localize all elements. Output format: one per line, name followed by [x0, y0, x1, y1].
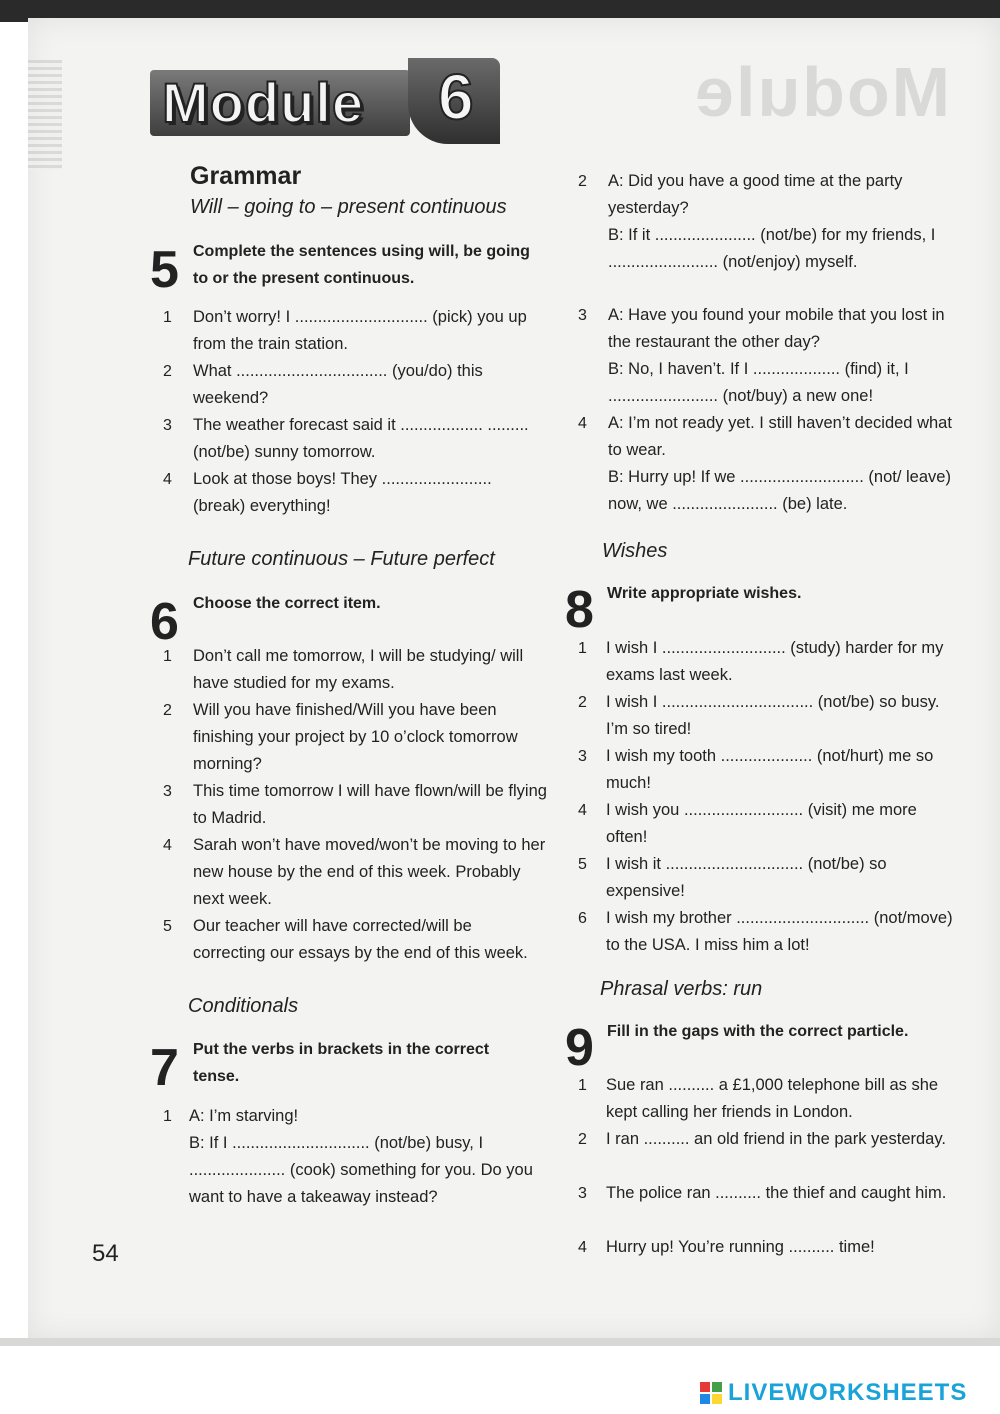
- ex7-item-4a: [578, 410, 960, 464]
- item-text: A: I’m not ready yet. I still haven’t decided what to wear.: [608, 414, 952, 459]
- ex7-item-2b: [578, 222, 960, 276]
- item-text: A: I’m starving!: [189, 1107, 299, 1125]
- item-text: Will you have finished/Will you have been finishing your project by 10 o’clock tomorrow morning?: [193, 701, 518, 773]
- item-text: I wish my brother ............................. (not/move) to the USA. I miss him a lot!: [606, 909, 953, 954]
- ex6-item-1: [163, 643, 547, 697]
- ex7-item-3a: [578, 302, 960, 356]
- exercise-9-instruction: Fill in the gaps with the correct particle.: [607, 1023, 909, 1040]
- ex6-item-5: [163, 913, 547, 967]
- ex7-item-3b: [578, 356, 960, 410]
- ex5-item-1: [163, 304, 547, 358]
- item-text: A: Did you have a good time at the party yesterday?: [608, 172, 903, 217]
- item-number: 3: [163, 783, 172, 800]
- item-number: 3: [578, 1185, 587, 1202]
- item-text: I ran .......... an old friend in the park yesterday.: [606, 1130, 946, 1148]
- ex5-item-3: [163, 412, 547, 466]
- ex8-item-1: [578, 635, 960, 689]
- item-number: 5: [163, 918, 172, 935]
- subheading-wishes: Wishes: [602, 540, 668, 562]
- liveworksheets-logo: [700, 1378, 967, 1408]
- logo-grid-icon: [700, 1382, 722, 1404]
- ex8-item-2: [578, 689, 960, 743]
- item-text: I wish it .............................. (not/be) so expensive!: [606, 855, 887, 900]
- item-text: The weather forecast said it .................. ......... (not/be) sunny tomorrow.: [193, 416, 529, 461]
- item-text: I wish you .......................... (visit) me more often!: [606, 801, 917, 846]
- item-number: 4: [163, 837, 172, 854]
- item-text: B: If I .............................. (not/be) busy, I ..................... (cook) something for you. Do you want to have a takeaway instead?: [189, 1134, 533, 1206]
- ex6-item-2: [163, 697, 547, 778]
- item-text: What ................................. (you/do) this weekend?: [193, 362, 483, 407]
- show-through-text: Module: [693, 53, 950, 131]
- ex5-item-2: [163, 358, 547, 412]
- ex7-item-1a: [163, 1103, 547, 1130]
- subheading-future-continuous: Future continuous – Future perfect: [188, 548, 495, 570]
- item-text: Hurry up! You’re running .......... time!: [606, 1238, 875, 1256]
- page-number: 54: [92, 1240, 119, 1267]
- item-number: 2: [163, 702, 172, 719]
- ex8-item-6: [578, 905, 960, 959]
- item-number: 3: [578, 307, 587, 324]
- exercise-7-number: 7: [150, 1039, 179, 1097]
- ex5-item-4: [163, 466, 547, 520]
- item-text: Look at those boys! They ........................ (break) everything!: [193, 470, 492, 515]
- item-text: B: Hurry up! If we ........................... (not/ leave) now, we ....................... (be) late.: [608, 468, 951, 513]
- ex8-item-3: [578, 743, 960, 797]
- logo-text: LIVEWORKSHEETS: [728, 1379, 968, 1406]
- exercise-5-instruction: Complete the sentences using will, be going to or the present continuous.: [193, 243, 530, 287]
- item-text: This time tomorrow I will have flown/will be flying to Madrid.: [193, 782, 547, 827]
- item-text: I wish my tooth .................... (not/hurt) me so much!: [606, 747, 934, 792]
- item-number: 2: [163, 363, 172, 380]
- item-number: 2: [578, 1131, 587, 1148]
- ex7-item-2a: [578, 168, 960, 222]
- ex9-item-4: [578, 1234, 960, 1261]
- item-number: 5: [578, 856, 587, 873]
- item-text: B: No, I haven’t. If I ................... (find) it, I ........................ (not/buy) a new one!: [608, 360, 909, 405]
- item-text: Don’t worry! I ............................. (pick) you up from the train station.: [193, 308, 527, 353]
- page-edge: [0, 1338, 1000, 1346]
- item-number: 1: [578, 1077, 587, 1094]
- subheading-conditionals: Conditionals: [188, 995, 299, 1017]
- item-number: 1: [578, 640, 587, 657]
- item-text: I wish I ........................... (study) harder for my exams last week.: [606, 639, 944, 684]
- item-number: 2: [578, 694, 587, 711]
- ex9-item-1: [578, 1072, 960, 1126]
- page-margin-texture: [28, 60, 62, 170]
- ex6-item-3: [163, 778, 547, 832]
- ex8-item-4: [578, 797, 960, 851]
- ex7-item-1b: [163, 1130, 547, 1211]
- item-number: 4: [578, 802, 587, 819]
- exercise-9-number: 9: [565, 1019, 594, 1077]
- item-number: 3: [578, 748, 587, 765]
- ex9-item-2: [578, 1126, 960, 1153]
- exercise-8-instruction: Write appropriate wishes.: [607, 585, 802, 602]
- exercise-8-number: 8: [565, 581, 594, 639]
- item-number: 1: [163, 309, 172, 326]
- subheading-will-going-to: Will – going to – present continuous: [190, 196, 507, 218]
- item-number: 6: [578, 910, 587, 927]
- ex6-item-4: [163, 832, 547, 913]
- item-text: The police ran .......... the thief and caught him.: [606, 1184, 947, 1202]
- item-number: 3: [163, 417, 172, 434]
- ex9-item-3: [578, 1180, 960, 1207]
- item-number: 1: [163, 1108, 172, 1125]
- exercise-6-instruction: Choose the correct item.: [193, 595, 381, 612]
- item-text: Sue ran .......... a £1,000 telephone bill as she kept calling her friends in London.: [606, 1076, 939, 1121]
- exercise-6-number: 6: [150, 593, 179, 651]
- item-text: B: If it ...................... (not/be) for my friends, I ........................ (not/enjoy) myself.: [608, 226, 936, 271]
- item-number: 4: [578, 1239, 587, 1256]
- item-text: I wish I ................................. (not/be) so busy. I’m so tired!: [606, 693, 940, 738]
- item-text: A: Have you found your mobile that you lost in the restaurant the other day?: [608, 306, 945, 351]
- item-text: Don’t call me tomorrow, I will be studying/ will have studied for my exams.: [193, 647, 524, 692]
- module-title: Module: [162, 71, 364, 134]
- item-number: 4: [578, 415, 587, 432]
- ex7-item-4b: [578, 464, 960, 518]
- item-number: 4: [163, 471, 172, 488]
- item-text: Our teacher will have corrected/will be correcting our essays by the end of this week.: [193, 917, 528, 962]
- exercise-5-number: 5: [150, 241, 179, 299]
- item-number: 1: [163, 648, 172, 665]
- item-text: Sarah won’t have moved/won’t be moving to her new house by the end of this week. Probably next week.: [193, 836, 546, 908]
- section-title-grammar: Grammar: [190, 162, 302, 190]
- ex8-item-5: [578, 851, 960, 905]
- module-number: 6: [438, 61, 474, 133]
- item-number: 2: [578, 173, 587, 190]
- subheading-phrasal-verbs: Phrasal verbs: run: [600, 978, 763, 1000]
- exercise-7-instruction: Put the verbs in brackets in the correct tense.: [193, 1041, 490, 1085]
